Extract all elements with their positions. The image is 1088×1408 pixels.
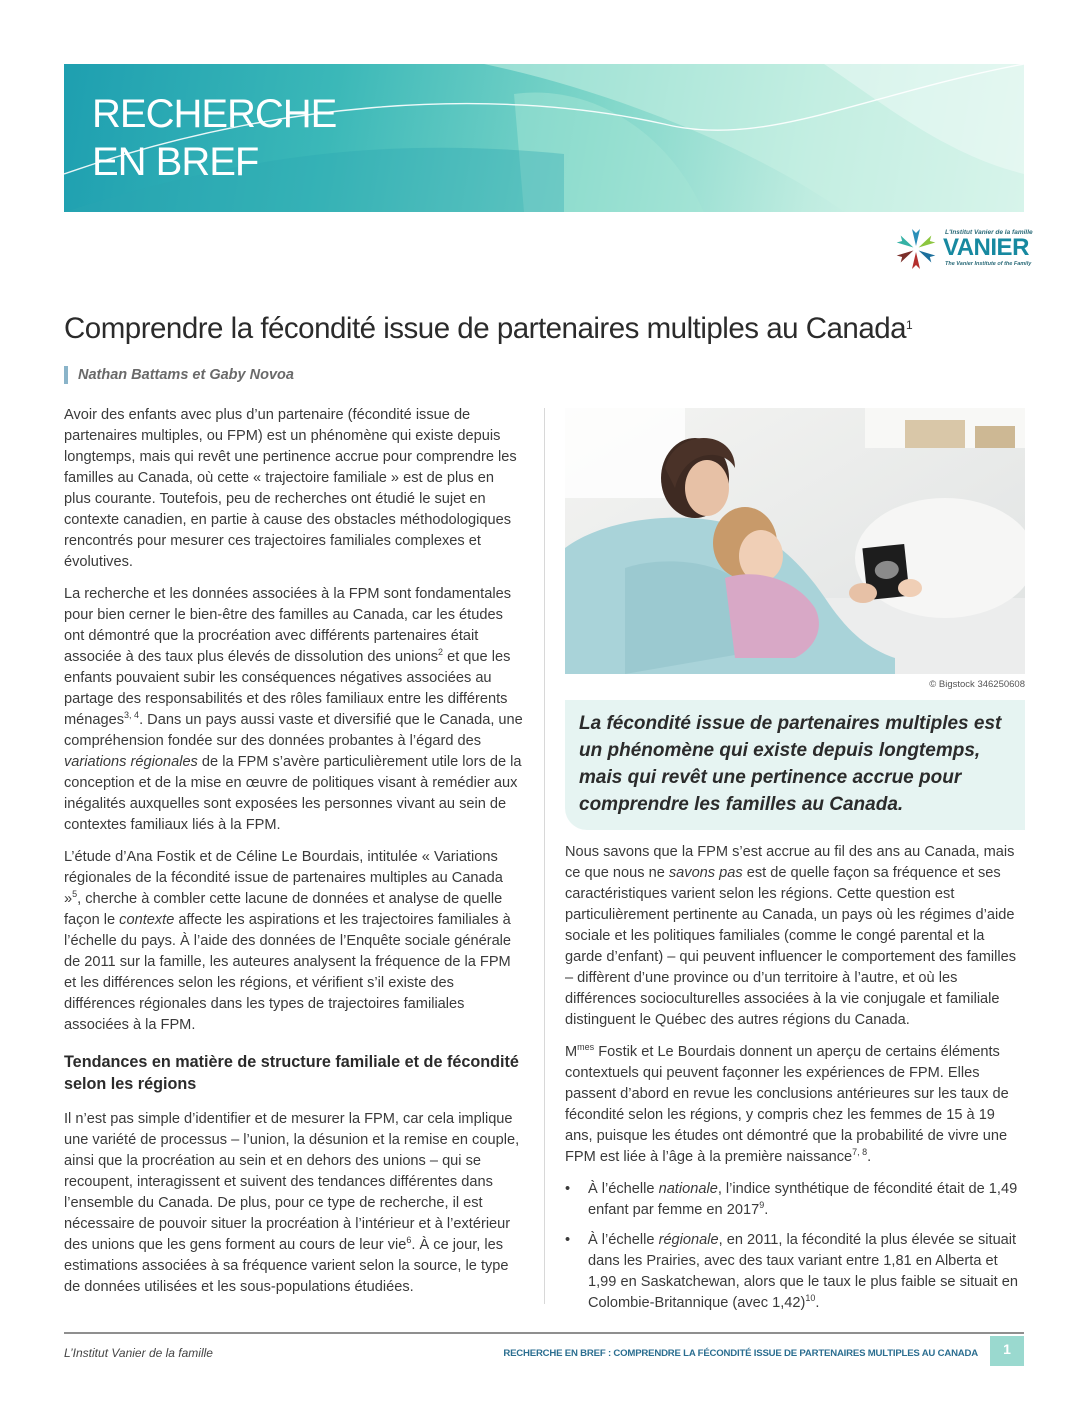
footnote-ref[interactable]: 3, 4 [124,710,140,721]
page-title-text: Comprendre la fécondité issue de partenaires multiples au Canada [64,312,907,345]
logo-wordmark: VANIER [943,234,1029,261]
section-heading: Tendances en matière de structure familiale et de fécondité selon les régions [64,1053,519,1093]
footnote-ref[interactable]: 10 [805,1293,816,1304]
list-item: • À l’échelle régionale, en 2011, la fécondité la plus élevée se situait dans les Prairies, avec des taux variant entre 1,81 en Alberta et 1,99 en Saskatchewan, alors que le taux le plus faible se situait en Colombie-Britannique (avec 1,42)$^{10}$. [565,1230,1025,1314]
footnote-ref[interactable]: 7, 8 [852,1147,868,1158]
page-number: 1 [990,1336,1024,1366]
logo-english-name: The Vanier Institute of the Family [945,261,1032,267]
banner-title-line1: RECHERCHE [92,92,337,136]
snowflake-logo-icon [893,225,939,273]
list-item: • À l’échelle nationale, l’indice synthétique de fécondité était de 1,49 enfant par femme en 2017$^9$. [565,1179,1025,1221]
header-banner [64,64,1024,212]
right-column [565,842,1025,1323]
mother-daughter-photo [565,408,1025,674]
footnote-ref[interactable]: 6 [406,1235,412,1246]
fertility-bullets [565,1179,1025,1314]
paragraph-context: $M^{mes}$ Fostik et Le Bourdais donnent un aperçu de certains éléments contextuels qui peuvent façonner les expériences de FPM. Elles passent d’abord en revue les conclusions antérieures sur les taux de fécondité selon les régions, y compris chez les femmes de 15 à 19 ans, puisque les études ont démontré que la probabilité de vivre une FPM est liée à l’âge à la première naissance$^{7, 8}$. [565,1042,1009,1165]
footnote-ref[interactable]: 2 [438,647,444,658]
banner-title [92,90,336,186]
footnote-ref[interactable]: 9 [759,1200,765,1211]
footer-organization: L’Institut Vanier de la famille [64,1346,213,1360]
photo-illustration [565,408,1025,674]
photo-credit: © Bigstock 346250608 [929,679,1025,690]
logo-french-name: L'Institut Vanier de la famille [945,229,1033,236]
paragraph-measurement: Il n’est pas simple d’identifier et de mesurer la FPM, car cela implique une variété de processus – l’union, la désunion et la remise en couple, ainsi que la procréation au sein et en dehors des unions – qui se recoupent, interagissent et suivent des tendances différentes dans l’ensemble du Canada. De plus, pour ce type de recherche, il est nécessaire de pouvoir situer la procréation à l’intérieur et à l’extérieur des unions que les gens forment au cours de leur vie$^6$. À ce jour, les estimations associées à sa fréquence varient selon la source, le type de données utilisées et les sous-populations étudiées. [64,1111,520,1295]
paragraph-intro: Avoir des enfants avec plus d’un partenaire (fécondité issue de partenaires multiples, ou FPM) est un phénomène qui existe depuis longtemps, mais qui revêt une pertinence accrue pour comprendre les familles au Canada, où cette « trajectoire familiale » est de plus en plus courante. Toutefois, peu de recherches ont étudié le sujet en contexte canadien, en partie à cause des obstacles méthodologiques rencontrés pour mesurer ces trajectoires familiales complexes et évolutives. [64,407,517,570]
paragraph-study: L’étude d’Ana Fostik et de Céline Le Bourdais, intitulée « Variations régionales de la fécondité issue de partenaires multiples au Canada »$^5$, cherche à combler cette lacune de données et analyse de quelle façon le contexte affecte les aspirations et les trajectoires familiales à l’échelle du pays. À l’aide des données de l’Enquête sociale générale de 2011 sur la famille, les auteures analysent la fréquence de la FPM et les différences selon les régions, et vérifient s’il existe des différences régionales dans les types de trajectoires familiales associées à la FPM. [64,849,512,1033]
footnote-ref[interactable]: 5 [72,889,78,900]
footer-running-title: RECHERCHE EN BREF : COMPRENDRE LA FÉCONDITÉ ISSUE DE PARTENAIRES MULTIPLES AU CANADA [503,1348,978,1359]
pull-quote: La fécondité issue de partenaires multiples est un phénomène qui existe depuis longtemps, mais qui revêt une pertinence accrue pour comprendre les familles au Canada. [565,700,1025,830]
page-title [64,312,912,346]
column-divider [544,408,545,1304]
banner-title-line2: EN BREF [92,140,259,184]
paragraph-regional-variation: Nous savons que la FPM s’est accrue au fil des ans au Canada, mais ce que nous ne savons pas est de quelle façon sa fréquence et ses caractéristiques varient selon les régions. Cette question est particulièrement pertinente au Canada, un pays où les régimes d’aide sociale et les politiques familiales (comme le congé parental et la garde d’enfant) – qui peuvent influencer le comportement des familles – diffèrent d’une province ou d’un territoire à l’autre, et où les différences socioculturelles associées à la vie conjugale et familiale distinguent le Québec des autres régions du Canada. [565,844,1017,1028]
title-footnote-ref[interactable]: 1 [906,318,913,332]
paragraph-importance: La recherche et les données associées à la FPM sont fondamentales pour bien cerner le bien-être des familles au Canada, car les études ont démontré que la procréation avec différents partenaires était associée à des taux plus élevés de dissolution des unions$^2$ et que les enfants pouvaient subir les conséquences négatives associées au partage des responsabilités et des rôles familiaux entre les différents ménages$^{3, 4}$. Dans un pays aussi vaste et diversifié que le Canada, une compréhension fondée sur des données probantes à l’égard des variations régionales de la FPM s’avère particulièrement utile lors de la conception et de la mise en œuvre de politiques visant à remédier aux inégalités auxquelles sont exposées les personnes vivant au sein de contextes familiaux liés à la FPM. [64,586,523,833]
vanier-logo [893,225,1033,275]
authors-byline: Nathan Battams et Gaby Novoa [64,366,294,384]
left-column [64,405,524,1309]
footer-rule [64,1332,1024,1334]
